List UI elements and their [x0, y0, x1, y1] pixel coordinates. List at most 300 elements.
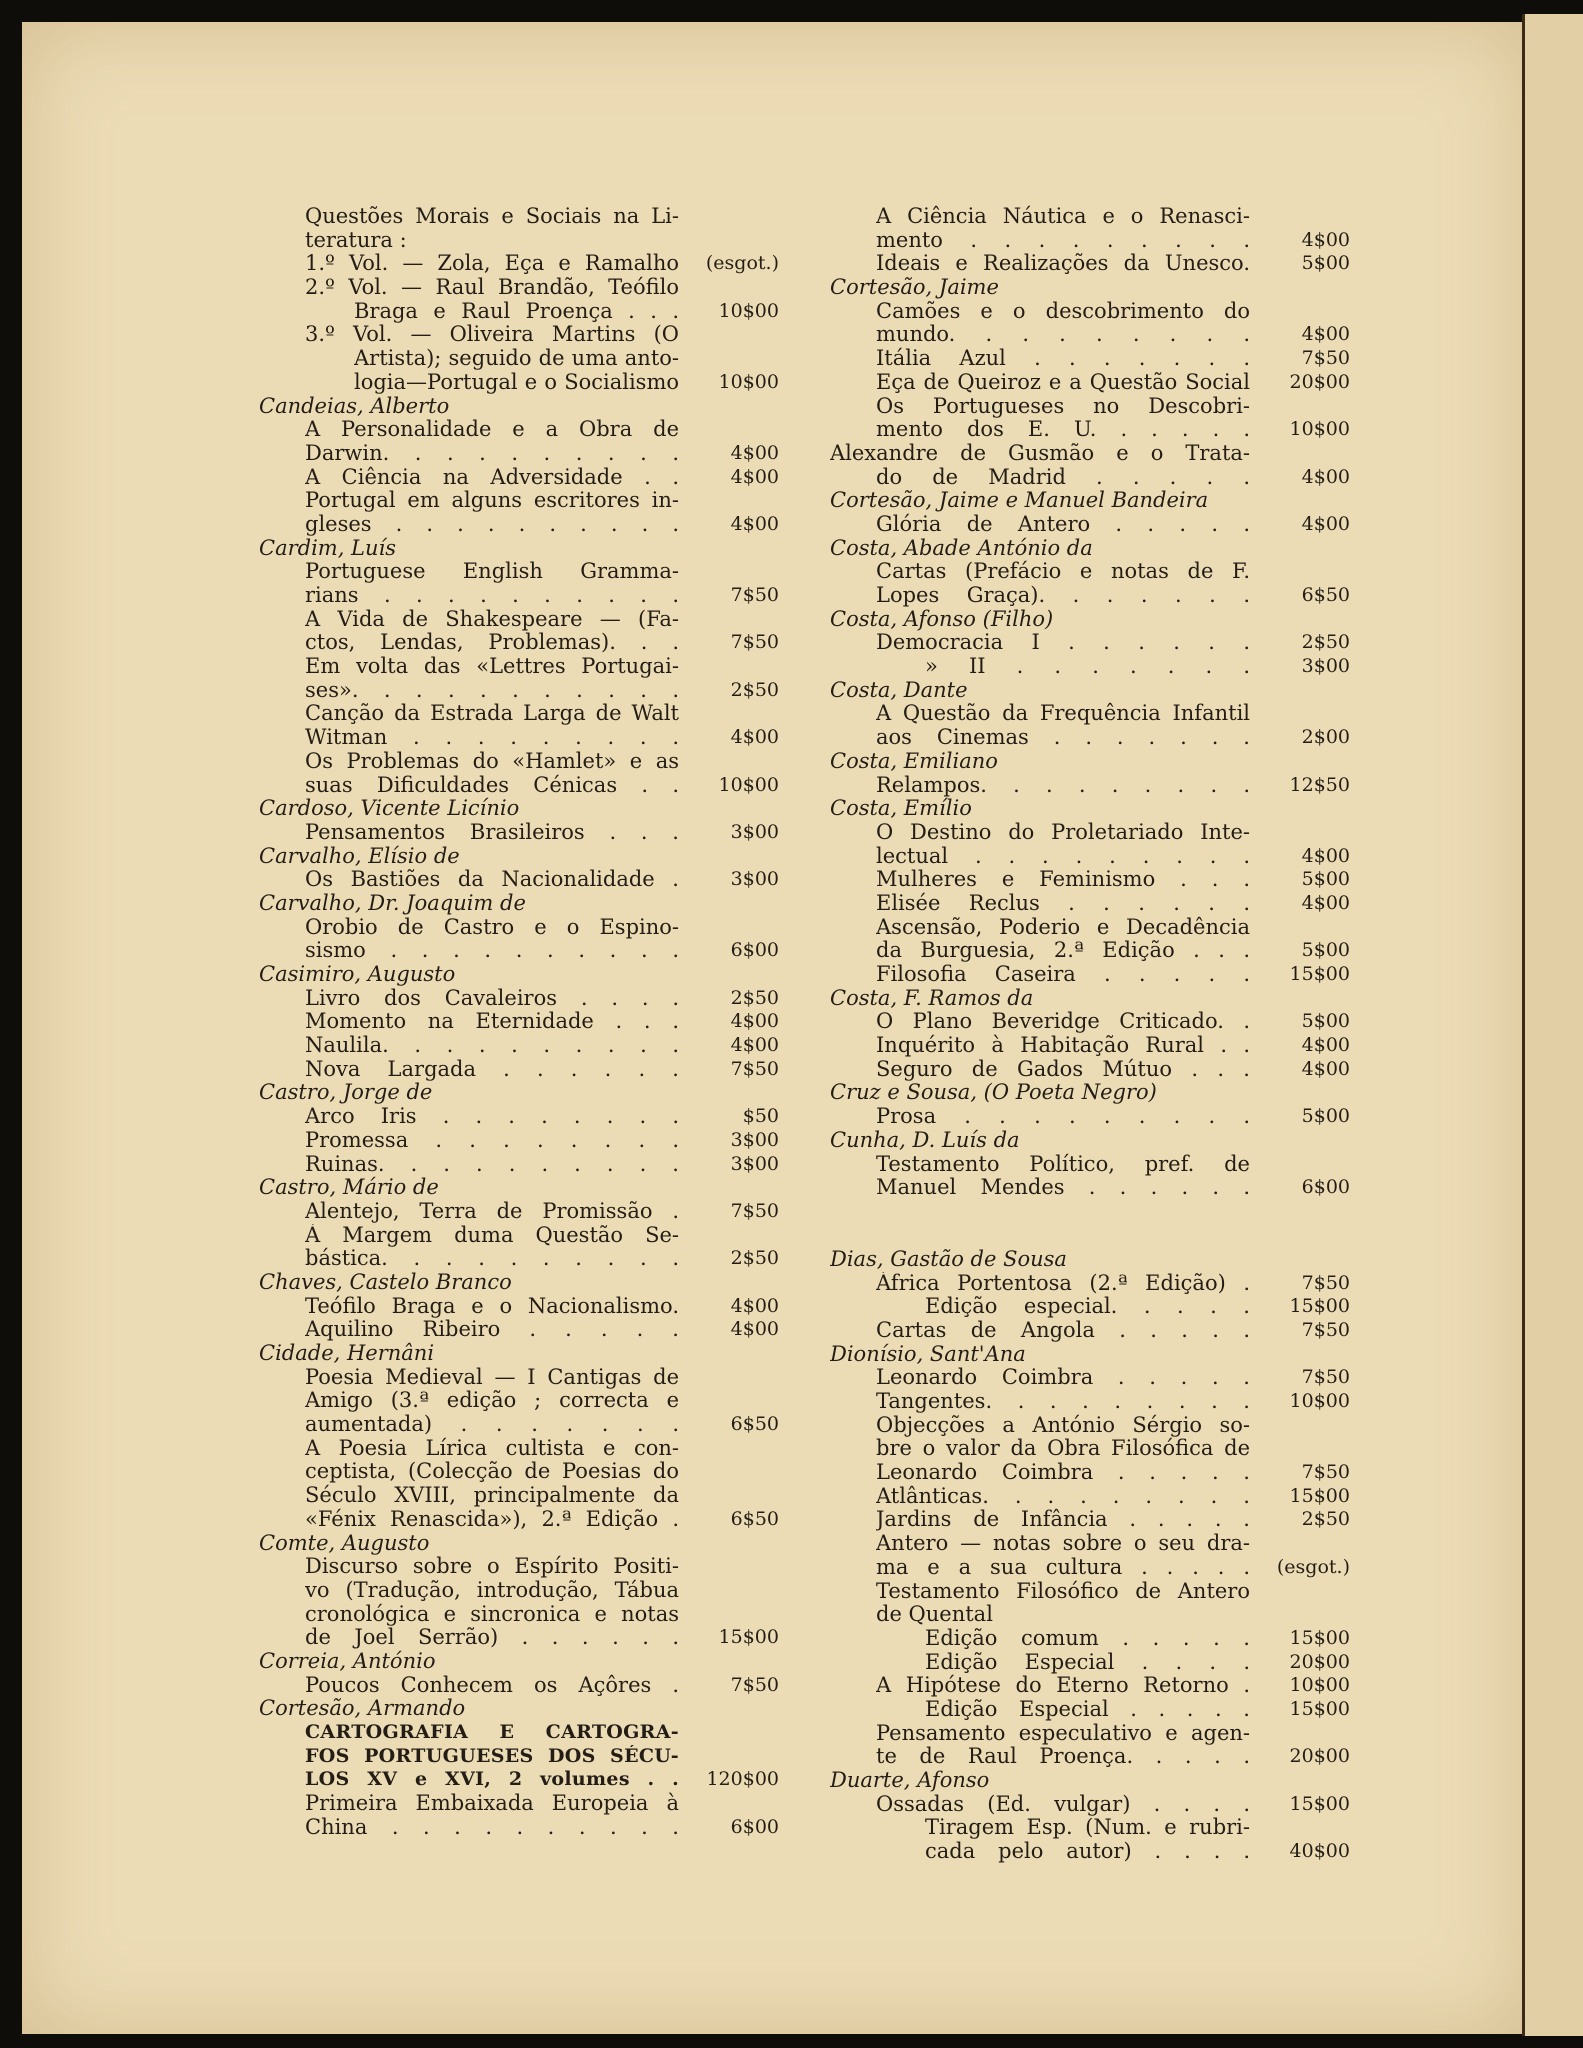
- book-title: Lopes Graça). . . . . . .: [876, 584, 1250, 607]
- catalog-line: [830, 1105, 1350, 1129]
- author-name: Cardoso, Vicente Licínio: [259, 797, 520, 821]
- author-name: Cortesão, Jaime e Manuel Bandeira: [830, 489, 1209, 513]
- book-title: Os Portugueses no Descobri-: [876, 394, 1250, 418]
- catalog-line: [830, 1343, 1350, 1367]
- book-price: 7$50: [1301, 1318, 1350, 1341]
- catalog-line: [830, 1153, 1350, 1177]
- book-title: Aquilino Ribeiro . . . . .: [305, 1318, 679, 1342]
- book-price: 7$50: [730, 584, 779, 606]
- book-price: 15$00: [1289, 1484, 1350, 1507]
- catalog-line: [259, 1508, 779, 1532]
- catalog-line: [259, 1034, 779, 1058]
- author-name: Costa, Afonso (Filho): [830, 607, 1054, 631]
- book-title: Elisée Reclus . . . . . .: [876, 891, 1250, 915]
- book-title: » II . . . . . . .: [925, 655, 1250, 679]
- catalog-line: [830, 1816, 1350, 1840]
- book-title: mento dos E. U. . . . . .: [876, 418, 1250, 442]
- catalog-line: [830, 1366, 1350, 1390]
- catalog-line: [830, 726, 1350, 750]
- book-title: A Hipótese do Eterno Retorno .: [876, 1674, 1250, 1698]
- book-title: Poesia Medieval — I Cantigas de: [305, 1365, 679, 1389]
- catalog-column-right: [830, 205, 1350, 1864]
- book-title: Os Problemas do «Hamlet» e as: [305, 749, 679, 773]
- catalog-line: [259, 205, 779, 229]
- catalog-line: [259, 845, 779, 869]
- book-price: 3$00: [730, 1128, 779, 1151]
- book-price: 4$00: [1301, 323, 1350, 346]
- catalog-line: [830, 1745, 1350, 1769]
- book-title: Poucos Conhecem os Açôres .: [305, 1673, 679, 1697]
- book-title: Alexandre de Gusmão e o Trata-: [830, 441, 1250, 465]
- book-price: 20$00: [1289, 1745, 1350, 1768]
- book-title: aumentada) . . . . . . .: [305, 1413, 679, 1437]
- book-price: (esgot.): [705, 252, 779, 275]
- catalog-line: [259, 1792, 779, 1816]
- catalog-line: [259, 797, 779, 821]
- book-price: 10$00: [1289, 1674, 1350, 1697]
- catalog-line: [830, 489, 1350, 513]
- book-price: 3$00: [730, 1152, 779, 1175]
- catalog-line: [830, 371, 1350, 395]
- catalog-line: [259, 892, 779, 916]
- book-title: Tangentes. . . . . . . . .: [876, 1390, 1250, 1413]
- book-title: Momento na Eternidade . . .: [305, 1010, 679, 1034]
- book-title: teratura :: [305, 228, 407, 252]
- book-title: Artista); seguido de uma anto-: [354, 347, 679, 371]
- book-title: Eça de Queiroz e a Questão Social: [876, 370, 1250, 394]
- catalog-line: [259, 868, 779, 892]
- catalog-line: [830, 1674, 1350, 1698]
- book-title: Leonardo Coimbra . . . . .: [876, 1461, 1250, 1485]
- book-price: 2$50: [1301, 631, 1350, 654]
- catalog-line: [259, 1010, 779, 1034]
- book-price: 5$00: [1301, 939, 1350, 962]
- book-price: 4$00: [1301, 891, 1350, 914]
- catalog-line: [830, 560, 1350, 584]
- book-price: 4$00: [1301, 465, 1350, 488]
- book-price: 2$00: [1301, 726, 1350, 749]
- book-price: 5$00: [1301, 252, 1350, 275]
- book-title: Cartas (Prefácio e notas de F.: [876, 560, 1250, 584]
- catalog-line: [259, 276, 779, 300]
- book-title: vo (Tradução, introdução, Tábua: [305, 1578, 679, 1602]
- book-title: ma e a sua cultura . . . . .: [876, 1555, 1250, 1579]
- catalog-line: [259, 323, 779, 347]
- book-price: 20$00: [1289, 1650, 1350, 1673]
- catalog-line: [830, 418, 1350, 442]
- catalog-line: [830, 1532, 1350, 1556]
- catalog-line: [259, 679, 779, 703]
- catalog-line: [259, 1626, 779, 1650]
- book-title: mento . . . . . . . . .: [876, 228, 1250, 252]
- catalog-line: [830, 1295, 1350, 1319]
- catalog-line: [830, 821, 1350, 845]
- catalog-line: [259, 1532, 779, 1556]
- book-title: Portuguese English Gramma-: [305, 560, 679, 584]
- book-title: Discurso sobre o Espírito Positi-: [305, 1555, 679, 1579]
- catalog-line: [259, 513, 779, 537]
- catalog-line: [830, 1390, 1350, 1414]
- catalog-line: [830, 1485, 1350, 1509]
- book-price: 4$00: [1301, 512, 1350, 535]
- catalog-line: [259, 1129, 779, 1153]
- catalog-line: [259, 1745, 779, 1769]
- book-title: 1.º Vol. — Zola, Eça e Ramalho: [305, 252, 679, 276]
- book-title: FOS PORTUGUESES DOS SÉCU-: [305, 1744, 679, 1767]
- catalog-line: [830, 774, 1350, 798]
- book-title: logia—Portugal e o Socialismo: [354, 370, 679, 394]
- book-price: 10$00: [1289, 1390, 1350, 1412]
- catalog-line: [259, 1650, 779, 1674]
- book-title: Seguro de Gados Mútuo . . .: [876, 1057, 1250, 1081]
- catalog-line: [259, 987, 779, 1011]
- author-name: Duarte, Afonso: [830, 1769, 990, 1792]
- catalog-line: [830, 466, 1350, 490]
- book-title: Edição Especial . . . .: [925, 1650, 1250, 1674]
- book-price: 7$50: [1301, 1366, 1350, 1389]
- book-title: Filosofia Caseira . . . . .: [876, 963, 1250, 986]
- catalog-line: [259, 1579, 779, 1603]
- book-price: 15$00: [718, 1626, 779, 1649]
- author-name: Comte, Augusto: [259, 1531, 430, 1555]
- catalog-line: [830, 797, 1350, 821]
- author-name: Cidade, Hernâni: [259, 1342, 435, 1365]
- book-price: 6$50: [1301, 584, 1350, 606]
- book-price: 40$00: [1289, 1840, 1350, 1863]
- book-price: 10$00: [718, 299, 779, 322]
- book-title: Objecções a António Sérgio so-: [876, 1413, 1250, 1437]
- book-price: 7$50: [1301, 1461, 1350, 1484]
- catalog-line: [259, 939, 779, 963]
- catalog-line: [830, 300, 1350, 324]
- book-title: A Poesia Lírica cultista e con-: [305, 1436, 679, 1460]
- book-title: Edição comum . . . . .: [925, 1626, 1250, 1650]
- catalog-line: [830, 679, 1350, 703]
- book-price: 10$00: [1289, 418, 1350, 441]
- book-price: 12$50: [1289, 773, 1350, 796]
- catalog-line: [830, 1556, 1350, 1580]
- book-title: mundo. . . . . . . . .: [876, 323, 1250, 347]
- book-title: da Burguesia, 2.ª Edição . . .: [876, 939, 1250, 963]
- book-title: Camões e o descobrimento do: [876, 299, 1250, 323]
- catalog-line: [830, 963, 1350, 987]
- author-name: Costa, F. Ramos da: [830, 986, 1034, 1010]
- catalog-line: [830, 229, 1350, 253]
- book-price: 3$00: [1301, 655, 1350, 678]
- book-price: 7$50: [1301, 1271, 1350, 1294]
- catalog-line: [830, 1722, 1350, 1746]
- catalog-line: [830, 1319, 1350, 1343]
- book-title: Antero — notas sobre o seu dra-: [876, 1532, 1250, 1556]
- book-price: 7$50: [730, 1673, 779, 1696]
- book-title: de Joel Serrão) . . . . . .: [305, 1626, 679, 1650]
- catalog-line: [259, 1081, 779, 1105]
- catalog-line: [259, 608, 779, 632]
- book-title: Democracia I . . . . . .: [876, 631, 1250, 655]
- book-title: bre o valor da Obra Filosófica de: [876, 1437, 1250, 1461]
- book-price: 3$00: [730, 820, 779, 843]
- book-price: 6$00: [730, 939, 779, 962]
- catalog-line: [830, 513, 1350, 537]
- book-title: Livro dos Cavaleiros . . . .: [305, 986, 679, 1010]
- catalog-line: [830, 1058, 1350, 1082]
- book-price: 7$50: [730, 1199, 779, 1222]
- author-name: Cunha, D. Luís da: [830, 1128, 1020, 1152]
- book-price: 4$00: [730, 726, 779, 749]
- book-title: sismo . . . . . . . . . .: [305, 939, 679, 963]
- book-price: 4$00: [1301, 228, 1350, 251]
- book-title: ses». . . . . . . . . . .: [305, 678, 679, 702]
- book-price: 4$00: [1301, 844, 1350, 867]
- book-price: 7$50: [730, 631, 779, 654]
- catalog-line: [259, 821, 779, 845]
- catalog-line: [830, 347, 1350, 371]
- book-title: A Ciência na Adversidade . .: [305, 465, 679, 489]
- catalog-line: [830, 1272, 1350, 1296]
- book-title: Cartas de Angola . . . . .: [876, 1318, 1250, 1342]
- catalog-line: [830, 205, 1350, 229]
- book-title: A Vida de Shakespeare — (Fa-: [305, 607, 679, 631]
- catalog-line: [259, 1318, 779, 1342]
- next-page-edge: [1522, 14, 1583, 2036]
- book-title: Glória de Antero . . . . .: [876, 512, 1250, 536]
- catalog-line: [259, 1555, 779, 1579]
- catalog-line: [259, 1366, 779, 1390]
- catalog-line: [259, 750, 779, 774]
- book-title: «Fénix Renascida»), 2.ª Edição .: [305, 1507, 679, 1531]
- book-title: Leonardo Coimbra . . . . .: [876, 1366, 1250, 1390]
- catalog-line: [259, 1674, 779, 1698]
- book-title: Witman . . . . . . . . .: [305, 726, 679, 750]
- catalog-line: [830, 1176, 1350, 1200]
- catalog-line: [830, 1508, 1350, 1532]
- catalog-line: [830, 537, 1350, 561]
- catalog-line: [259, 584, 779, 608]
- book-title: lectual . . . . . . . . .: [876, 844, 1250, 868]
- book-title: Século XVIII, principalmente da: [305, 1484, 679, 1508]
- book-price: 5$00: [1301, 868, 1350, 891]
- catalog-line: [259, 1460, 779, 1484]
- book-title: gleses . . . . . . . . . .: [305, 512, 679, 536]
- catalog-line: [830, 1769, 1350, 1793]
- book-title: Pensamentos Brasileiros . . .: [305, 820, 679, 844]
- catalog-line: [259, 1697, 779, 1721]
- author-name: Candeias, Alberto: [259, 394, 450, 418]
- book-price: 15$00: [1289, 963, 1350, 985]
- catalog-line: [259, 655, 779, 679]
- book-price: 15$00: [1289, 1697, 1350, 1720]
- book-price: 6$50: [730, 1507, 779, 1530]
- book-title: Mulheres e Feminismo . . .: [876, 868, 1250, 892]
- catalog-line: [259, 631, 779, 655]
- book-price: 15$00: [1289, 1626, 1350, 1649]
- book-price: 4$00: [730, 512, 779, 535]
- book-title: Manuel Mendes . . . . . .: [876, 1176, 1250, 1200]
- book-title: Ruinas. . . . . . . . . .: [305, 1152, 679, 1176]
- catalog-line: [830, 655, 1350, 679]
- book-title: Jardins de Infância . . . . .: [876, 1508, 1250, 1532]
- book-title: Alentejo, Terra de Promissão .: [305, 1199, 679, 1223]
- book-price: 10$00: [718, 773, 779, 796]
- catalog-line: [259, 1176, 779, 1200]
- author-name: Cortesão, Jaime: [830, 276, 999, 300]
- author-name: Dias, Gastão de Sousa: [830, 1247, 1067, 1271]
- book-title: 3.º Vol. — Oliveira Martins (O: [305, 323, 679, 347]
- book-title: A Ciência Náutica e o Renasci-: [876, 205, 1250, 228]
- book-price: 2$50: [1301, 1508, 1350, 1531]
- book-title: Pensamento especulativo e agen-: [876, 1721, 1250, 1745]
- catalog-line: [259, 726, 779, 750]
- catalog-line: [259, 1247, 779, 1271]
- book-title: CARTOGRAFIA E CARTOGRA-: [305, 1721, 679, 1743]
- book-price: 3$00: [730, 868, 779, 891]
- book-price: 4$00: [730, 1294, 779, 1317]
- catalog-line: [259, 1271, 779, 1295]
- book-title: aos Cinemas . . . . . . .: [876, 726, 1250, 750]
- book-price: 120$00: [706, 1768, 779, 1791]
- book-title: Os Bastiões da Nacionalidade .: [305, 868, 679, 892]
- catalog-line: [259, 1768, 779, 1792]
- book-title: A Questão da Frequência Infantil: [876, 702, 1250, 726]
- book-title: Portugal em alguns escritores in-: [305, 489, 679, 513]
- book-title: A Personalidade e a Obra de: [305, 418, 679, 442]
- author-name: Costa, Abade António da: [830, 536, 1093, 560]
- book-price: 4$00: [1301, 1057, 1350, 1080]
- catalog-line: [259, 1153, 779, 1177]
- catalog-line: [830, 1034, 1350, 1058]
- catalog-line: [830, 1603, 1350, 1627]
- catalog-line: [830, 892, 1350, 916]
- catalog-line: [259, 1413, 779, 1437]
- catalog-line: [259, 252, 779, 276]
- book-price: 6$00: [1301, 1176, 1350, 1199]
- catalog-line: [830, 868, 1350, 892]
- book-price: 7$50: [730, 1057, 779, 1080]
- book-price: 10$00: [718, 370, 779, 393]
- book-price: 4$00: [730, 1010, 779, 1033]
- book-title: À Margem duma Questão Se-: [305, 1223, 679, 1247]
- book-title: Edição especial. . . . .: [925, 1295, 1250, 1319]
- book-price: 2$50: [730, 986, 779, 1009]
- book-title: LOS XV e XVI, 2 volumes . .: [305, 1768, 679, 1791]
- catalog-line: [830, 987, 1350, 1011]
- book-price: 2$50: [730, 678, 779, 701]
- catalog-line: [259, 1295, 779, 1319]
- catalog-line: [259, 1603, 779, 1627]
- book-title: Teófilo Braga e o Nacionalismo.: [305, 1294, 679, 1318]
- book-title: rians . . . . . . . . . .: [305, 584, 679, 607]
- author-name: Costa, Emílio: [830, 797, 972, 821]
- book-title: O Destino do Proletariado Inte-: [876, 820, 1250, 844]
- catalog-line: [830, 1698, 1350, 1722]
- catalog-line: [830, 1580, 1350, 1604]
- book-title: 2.º Vol. — Raul Brandão, Teófilo: [305, 276, 679, 300]
- book-price: 2$50: [730, 1247, 779, 1270]
- book-title: ceptista, (Colecção de Poesias do: [305, 1460, 679, 1484]
- catalog-line: [259, 774, 779, 798]
- catalog-line: [830, 1248, 1350, 1272]
- catalog-line: [259, 1389, 779, 1413]
- catalog-line: [830, 608, 1350, 632]
- book-title: Ascensão, Poderio e Decadência: [876, 915, 1250, 939]
- book-title: de Quental: [876, 1603, 993, 1627]
- catalog-line: [830, 939, 1350, 963]
- author-name: Chaves, Castelo Branco: [259, 1270, 512, 1294]
- book-price: 7$50: [1301, 347, 1350, 370]
- book-title: Testamento Político, pref. de: [876, 1152, 1250, 1176]
- book-title: Testamento Filosófico de Antero: [876, 1579, 1250, 1603]
- book-price: 6$00: [730, 1815, 779, 1838]
- catalog-line: [259, 702, 779, 726]
- book-price: 4$00: [1301, 1034, 1350, 1057]
- catalog-line: [259, 916, 779, 940]
- catalog-line: [830, 916, 1350, 940]
- book-title: Naulila. . . . . . . . . .: [305, 1034, 679, 1058]
- catalog-line: [830, 631, 1350, 655]
- catalog-line: [259, 466, 779, 490]
- book-title: Orobio de Castro e o Espino-: [305, 915, 679, 939]
- catalog-line: [830, 1651, 1350, 1675]
- book-title: China . . . . . . . . . .: [305, 1815, 679, 1839]
- book-title: suas Dificuldades Cénicas . .: [305, 773, 679, 797]
- catalog-line: [259, 1484, 779, 1508]
- catalog-line: [259, 395, 779, 419]
- catalog-line: [259, 371, 779, 395]
- book-title: Amigo (3.ª edição ; correcta e: [305, 1389, 679, 1413]
- catalog-line: [830, 1840, 1350, 1864]
- book-price: 20$00: [1289, 370, 1350, 393]
- book-price: 4$00: [730, 465, 779, 488]
- catalog-line: [830, 750, 1350, 774]
- book-title: Em volta das «Lettres Portugai-: [305, 655, 679, 679]
- book-title: Canção da Estrada Larga de Walt: [305, 702, 679, 726]
- book-title: te de Raul Proença. . . . .: [876, 1745, 1250, 1769]
- author-name: Casimiro, Augusto: [259, 963, 456, 986]
- book-title: Arco Iris . . . . . . . .: [305, 1105, 679, 1129]
- catalog-line: [830, 395, 1350, 419]
- catalog-column-left: [259, 205, 779, 1839]
- book-title: Promessa . . . . . . . .: [305, 1128, 679, 1152]
- book-price: 6$50: [730, 1413, 779, 1436]
- author-name: Cardim, Luís: [259, 536, 397, 560]
- catalog-line: [259, 560, 779, 584]
- book-title: África Portentosa (2.ª Edição) .: [876, 1271, 1250, 1295]
- catalog-line: [259, 1200, 779, 1224]
- catalog-line: [259, 418, 779, 442]
- catalog-line: [259, 489, 779, 513]
- author-name: Castro, Mário de: [259, 1176, 439, 1200]
- catalog-line: [830, 1129, 1350, 1153]
- catalog-line: [259, 347, 779, 371]
- catalog-line: [830, 252, 1350, 276]
- catalog-line: [259, 300, 779, 324]
- catalog-line: [259, 1058, 779, 1082]
- book-title: Itália Azul . . . . . . .: [876, 347, 1250, 371]
- book-price: 5$00: [1301, 1010, 1350, 1033]
- book-price: $50: [742, 1105, 779, 1128]
- book-title: Atlânticas. . . . . . . . .: [876, 1484, 1250, 1508]
- book-title: Inquérito à Habitação Rural . .: [876, 1034, 1250, 1058]
- book-title: Ideais e Realizações da Unesco.: [876, 252, 1250, 276]
- catalog-line: [830, 442, 1350, 466]
- author-name: Cortesão, Armando: [259, 1697, 466, 1721]
- section-gap: [830, 1200, 1350, 1224]
- author-name: Costa, Dante: [830, 678, 968, 702]
- book-price: (esgot.): [1276, 1555, 1350, 1578]
- catalog-line: [259, 1342, 779, 1366]
- catalog-line: [259, 1721, 779, 1745]
- book-title: Relampos. . . . . . . . .: [876, 773, 1250, 797]
